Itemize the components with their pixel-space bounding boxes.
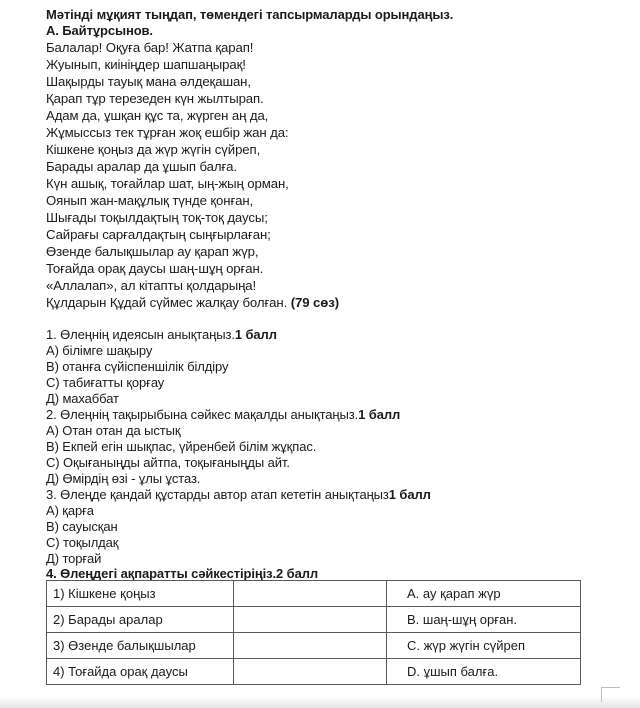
match-left-cell: 2) Барады аралар [47, 607, 234, 633]
word-count: (79 сөз) [290, 295, 339, 310]
match-blank-cell [234, 633, 387, 659]
table-row [47, 607, 581, 633]
question-title-text: 2. Өлеңнің тақырыбына сәйкес мақалды анықтаңыз. [46, 407, 359, 422]
question-1-option-d: Д) махаббат [46, 391, 119, 406]
question-1-title [46, 327, 277, 343]
poem-line: Адам да, ұшқан құс та, жүрген аң да, [46, 108, 269, 123]
question-3-option-d: Д) торғай [46, 551, 102, 566]
table-row [47, 581, 581, 607]
question-2-option-a: А) Отан отан да ыстық [46, 423, 181, 438]
author-name: А. Байтұрсынов. [46, 23, 153, 38]
question-2-option-b: В) Екпей егін шықпас, үйренбей білім жұқпас. [46, 439, 317, 454]
poem-line: Күн ашық, тоғайлар шат, ың-жың орман, [46, 176, 289, 191]
question-3-option-c: С) тоқылдақ [46, 535, 119, 550]
question-3-title [46, 487, 431, 503]
poem-line: Оянып жан-мақұлық түнде қонған, [46, 193, 254, 208]
table-row [47, 633, 581, 659]
task-4-title-text: 4. Өлеңдегі ақпаратты сәйкестіріңіз. [46, 566, 277, 581]
match-right-cell: D. ұшып балға. [387, 659, 581, 685]
task-4-points: 2 балл [276, 566, 319, 581]
question-2-title [46, 407, 400, 423]
poem-line: Сайрағы сарғалдақтың сыңғырлаған; [46, 227, 271, 242]
question-3-option-b: В) сауысқан [46, 519, 118, 534]
match-left-cell: 4) Тоғайда орақ даусы [47, 659, 234, 685]
match-blank-cell [234, 607, 387, 633]
poem-line: Жұмыссыз тек тұрған жоқ ешбір жан да: [46, 125, 289, 140]
poem-line: Жуынып, киініңдер шапшаңырақ! [46, 57, 246, 72]
question-1-option-c: С) табиғатты қорғау [46, 375, 165, 390]
match-left-cell: 1) Кішкене қоңыз [47, 581, 234, 607]
poem-line: Барады аралар да ұшып балға. [46, 159, 237, 174]
match-right-cell: В. шаң-шұң орған. [387, 607, 581, 633]
match-blank-cell [234, 659, 387, 685]
poem-line: Шақырды тауық мана әлдеқашан, [46, 74, 251, 89]
question-1-option-a: А) білімге шақыру [46, 343, 153, 358]
question-title-text: 3. Өлеңде қандай құстарды автор атап кететін анықтаңыз [46, 487, 389, 502]
question-2-option-c: С) Оқығаныңды айтпа, тоқығаныңды айт. [46, 455, 290, 470]
match-right-cell: А. ау қарап жүр [387, 581, 581, 607]
question-points: 1 балл [388, 487, 431, 502]
poem-last-line-text: Құлдарын Құдай сүймес жалқау болған. [46, 295, 288, 310]
poem-line: Балалар! Оқуға бар! Жатпа қарап! [46, 40, 254, 55]
poem-line: Кішкене қоңыз да жүр жүгін сүйреп, [46, 142, 261, 157]
question-1-option-b: В) отанға сүйіспеншілік білдіру [46, 359, 229, 374]
match-blank-cell [234, 581, 387, 607]
instruction-heading: Мәтінді мұқият тыңдап, төмендегі тапсырмаларды орындаңыз. [46, 7, 454, 22]
match-right-cell: С. жүр жүгін сүйреп [387, 633, 581, 659]
poem-line: Өзенде балықшылар ау қарап жүр, [46, 244, 259, 259]
poem-last-line [46, 295, 339, 311]
poem-line: «Аллалап», ал кітапты қолдарыңа! [46, 278, 257, 293]
question-title-text: 1. Өлеңнің идеясын анықтаңыз. [46, 327, 235, 342]
page-bottom-edge [0, 696, 640, 708]
poem-line: Шығады тоқылдақтың тоқ-тоқ даусы; [46, 210, 268, 225]
question-2-option-d: Д) Өмірдің өзі - ұлы ұстаз. [46, 471, 201, 486]
match-left-cell: 3) Өзенде балықшылар [47, 633, 234, 659]
table-row [47, 659, 581, 685]
poem-line: Тоғайда орақ даусы шаң-шұң орған. [46, 261, 264, 276]
question-points: 1 балл [234, 327, 277, 342]
matching-table [46, 580, 581, 685]
page-corner-mark [601, 687, 620, 702]
poem-line: Қарап тұр терезеден күн жылтырап. [46, 91, 264, 106]
question-3-option-a: А) қарға [46, 503, 94, 518]
question-points: 1 балл [358, 407, 401, 422]
